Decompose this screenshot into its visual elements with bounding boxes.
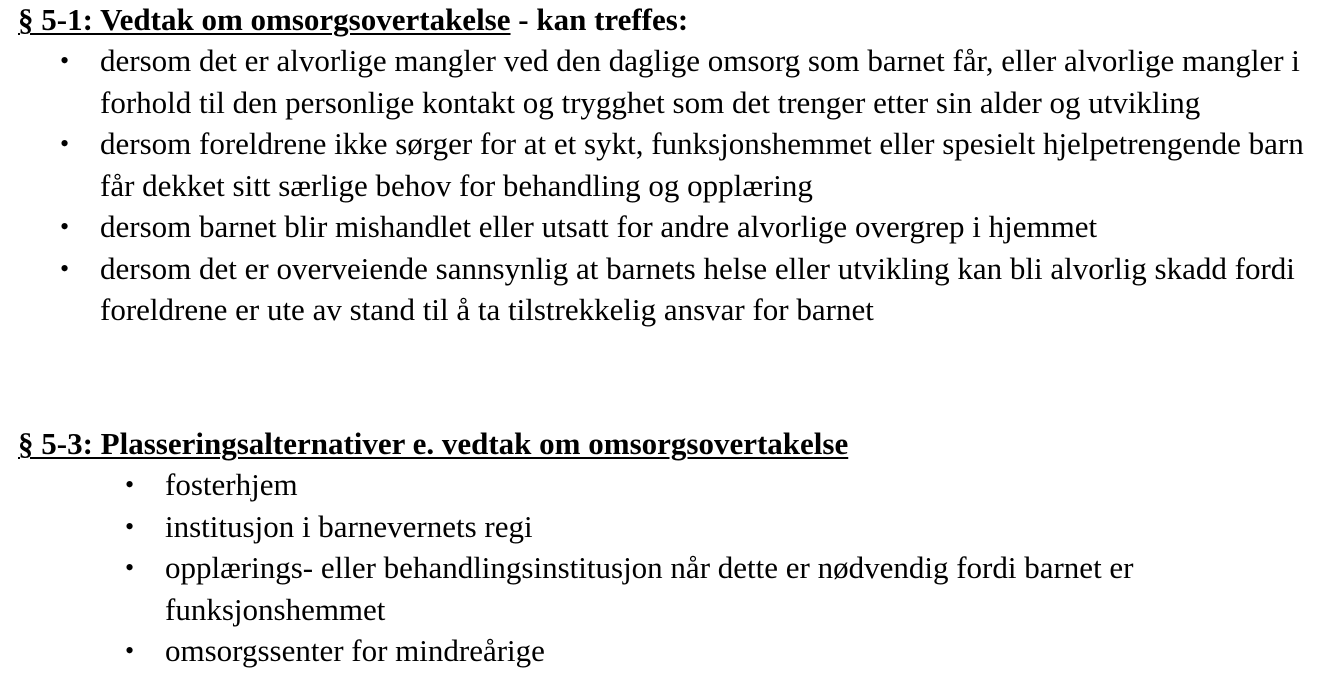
bullet-icon: • (125, 511, 135, 541)
section-5-3-heading-title: § 5-3: Plasseringsalternativer e. vedtak om omsorgsovertakelse (18, 426, 849, 461)
list-item-text: institusjon i barnevernets regi (165, 508, 533, 544)
list-item-text: fosterhjem (165, 467, 298, 502)
list-item (0, 40, 1334, 123)
bullet-icon: • (60, 46, 70, 75)
section-5-3 (0, 424, 1334, 672)
section-5-1-list (0, 40, 1334, 331)
list-item (0, 630, 1334, 672)
list-item (0, 123, 1334, 206)
list-item (0, 506, 1334, 548)
section-5-1-heading (0, 0, 1334, 40)
list-item (0, 464, 1334, 506)
list-item (0, 248, 1334, 331)
section-5-1 (0, 0, 1334, 331)
list-item-text: opplærings- eller behandlingsinstitusjon når dette er nødvendig fordi barnet er funksjonshemmet (165, 550, 1134, 627)
bullet-icon: • (60, 253, 70, 283)
bullet-icon: • (60, 129, 70, 158)
list-item (0, 547, 1334, 630)
list-item-text: dersom foreldrene ikke sørger for at et sykt, funksjonshemmet eller spesielt hjelpetrengende barn får dekket sitt særlige behov for behandling og opplæring (100, 126, 1304, 203)
section-5-3-list (0, 464, 1334, 672)
list-item-text: dersom barnet blir mishandlet eller utsatt for andre alvorlige overgrep i hjemmet (100, 209, 1098, 244)
list-item-text: omsorgssenter for mindreårige (165, 633, 545, 668)
list-item-text: dersom det er overveiende sannsynlig at barnets helse eller utvikling kan bli alvorlig skadd fordi foreldrene er ute av stand til å ta tilstrekkelig ansvar for barnet (100, 250, 1295, 327)
list-item-text: dersom det er alvorlige mangler ved den daglige omsorg som barnet får, eller alvorlige mangler i forhold til den personlige kontakt og trygghet som det trenger etter sin alder og utvikling (100, 43, 1300, 120)
bullet-icon: • (125, 636, 135, 665)
section-5-3-heading (0, 424, 1334, 464)
bullet-icon: • (60, 212, 70, 241)
bullet-icon: • (125, 470, 135, 499)
section-5-1-heading-title: § 5-1: Vedtak om omsorgsovertakelse (18, 2, 511, 37)
section-5-1-heading-suffix: - kan treffes: (510, 2, 689, 37)
list-item (0, 206, 1334, 248)
bullet-icon: • (125, 553, 135, 582)
